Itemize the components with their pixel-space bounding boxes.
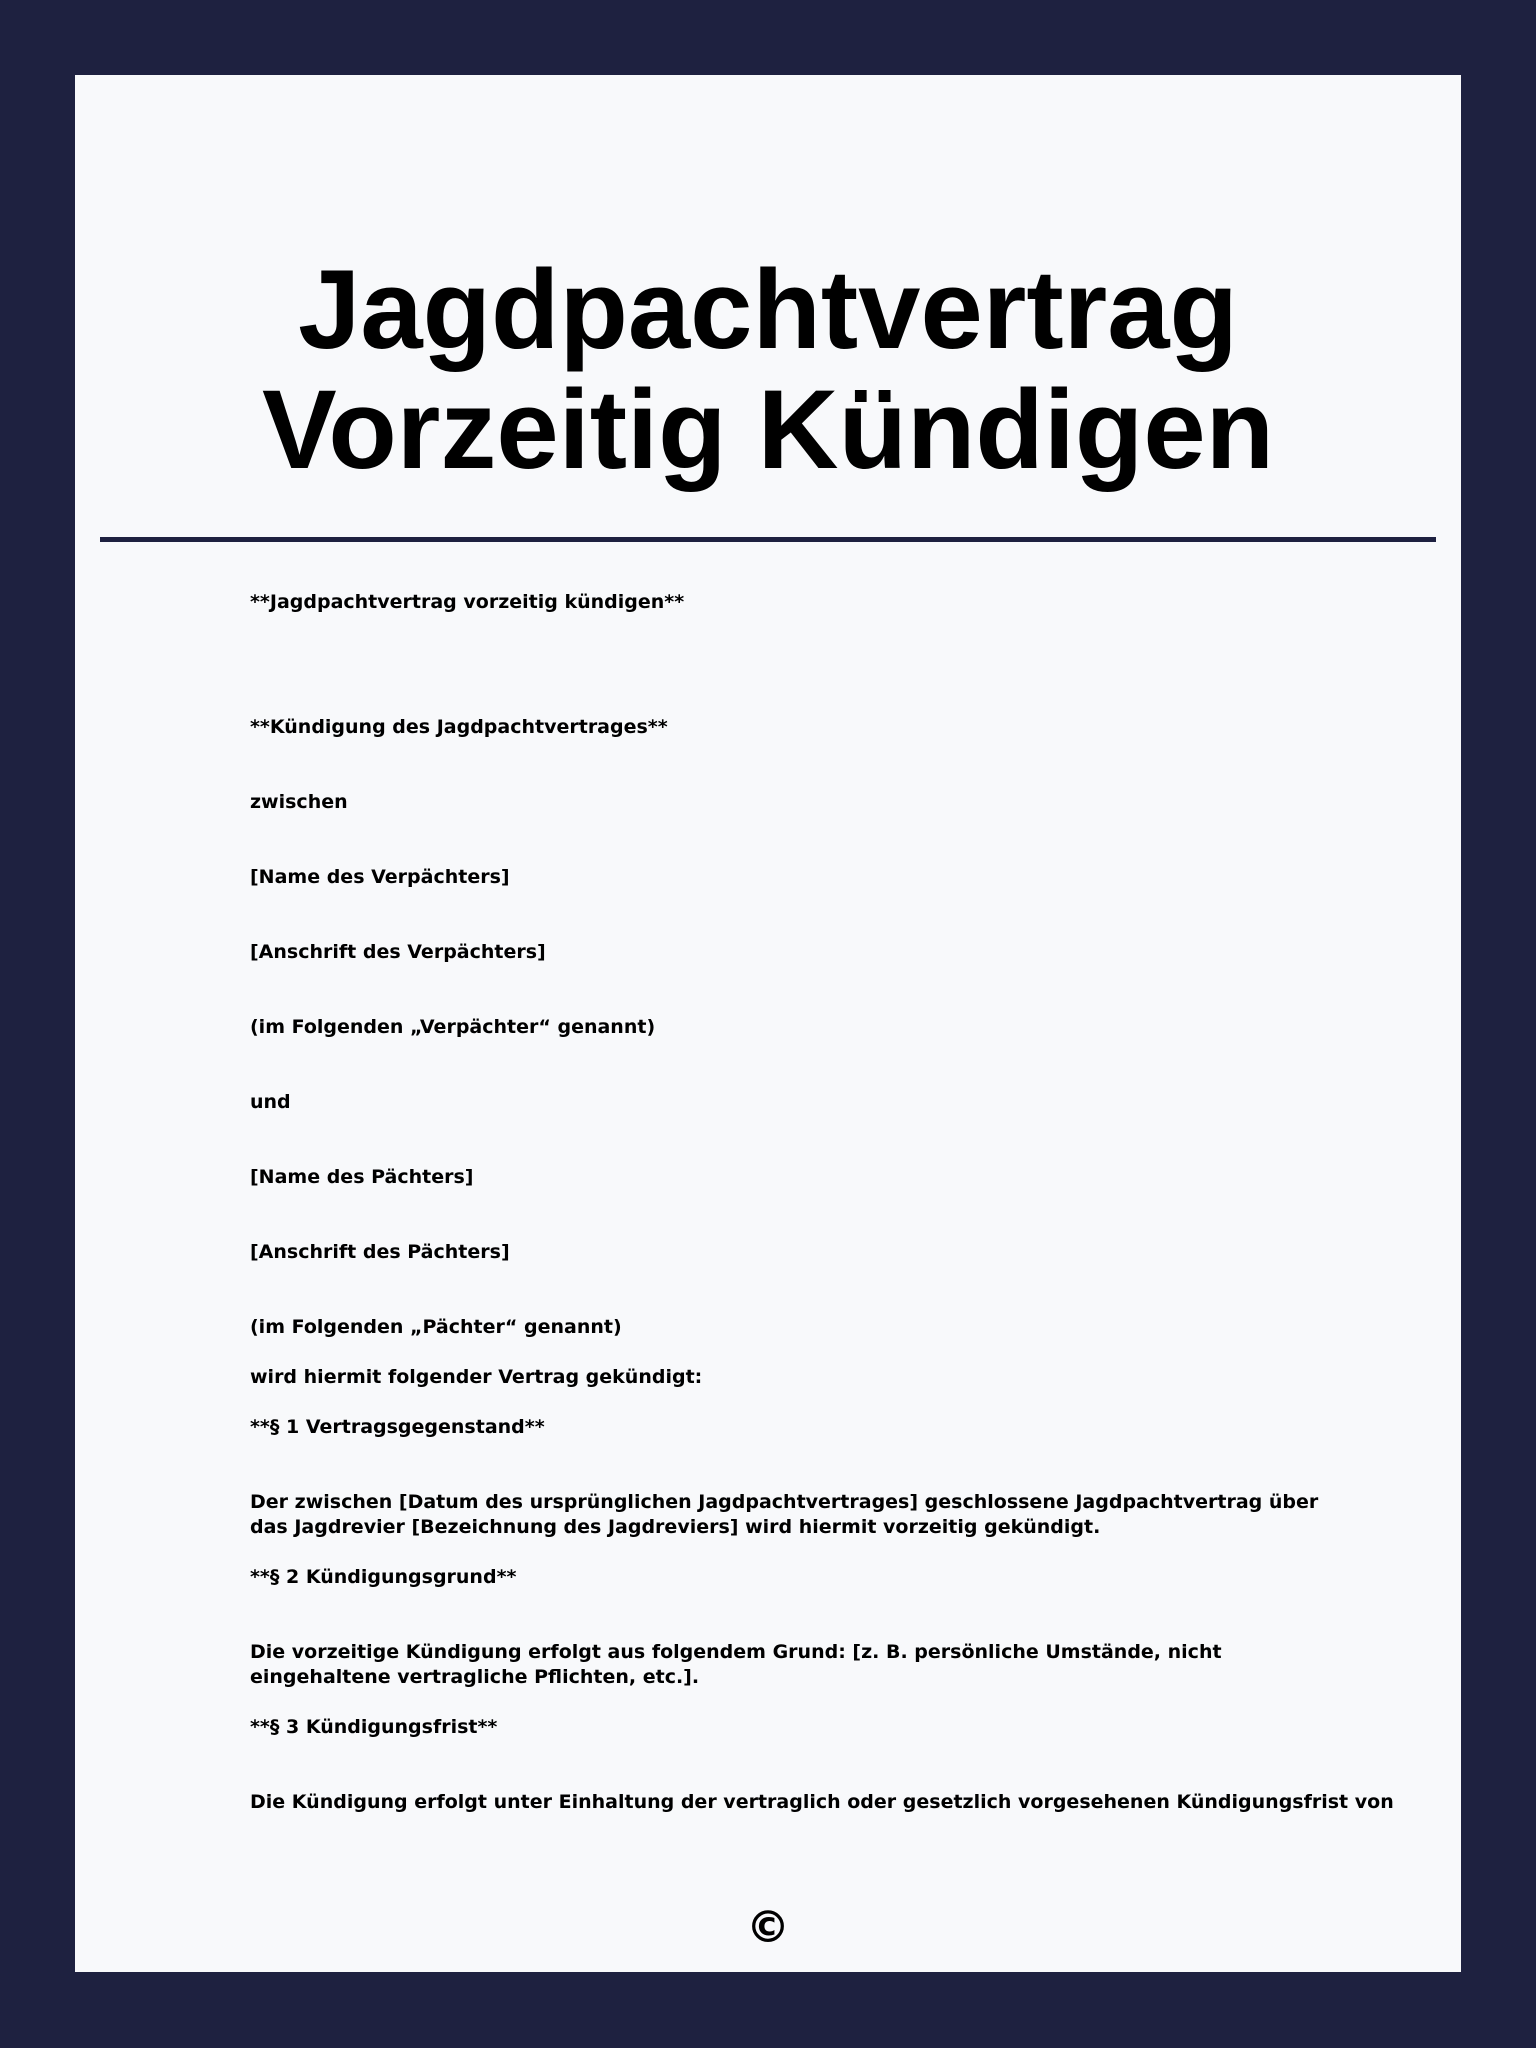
section-2-heading: **§ 2 Kündigungsgrund** [250, 1566, 517, 1588]
page-title: Jagdpachtvertrag Vorzeitig Kündigen [261, 247, 1275, 492]
lessor-name-placeholder: [Name des Verpächters] [250, 866, 510, 888]
termination-heading: **Kündigung des Jagdpachtvertrages** [250, 716, 668, 738]
lessor-address-placeholder: [Anschrift des Verpächters] [250, 941, 546, 963]
lessee-name-placeholder: [Name des Pächters] [250, 1166, 474, 1188]
section-3-text: Die Kündigung erfolgt unter Einhaltung der vertraglich oder gesetzlich vorgesehenen Kündigungsfrist von [250, 1791, 1394, 1813]
lessee-designation: (im Folgenden „Pächter“ genannt) [250, 1316, 622, 1338]
lessor-designation: (im Folgenden „Verpächter“ genannt) [250, 1016, 656, 1038]
document-heading: **Jagdpachtvertrag vorzeitig kündigen** [250, 591, 685, 613]
title-divider [100, 537, 1436, 542]
and-text: und [250, 1091, 291, 1113]
section-1-text: Der zwischen [Datum des ursprünglichen Jagdpachtvertrages] geschlossene Jagdpachtvertrag über das Jagdrevier [Bezeichnung des Jagdreviers] wird hiermit vorzeitig gekündigt. [250, 1491, 1319, 1538]
section-2-text: Die vorzeitige Kündigung erfolgt aus folgendem Grund: [z. B. persönliche Umstände, nicht eingehaltene vertragliche Pflichten, etc.]. [250, 1641, 1222, 1688]
section-1-heading: **§ 1 Vertragsgegenstand** [250, 1416, 545, 1438]
termination-statement: wird hiermit folgender Vertrag gekündigt: [250, 1366, 703, 1388]
lessee-address-placeholder: [Anschrift des Pächters] [250, 1241, 510, 1263]
copyright-symbol: © [746, 1902, 790, 1953]
document-page [75, 75, 1461, 1972]
section-3-heading: **§ 3 Kündigungsfrist** [250, 1716, 498, 1738]
between-text: zwischen [250, 791, 348, 813]
